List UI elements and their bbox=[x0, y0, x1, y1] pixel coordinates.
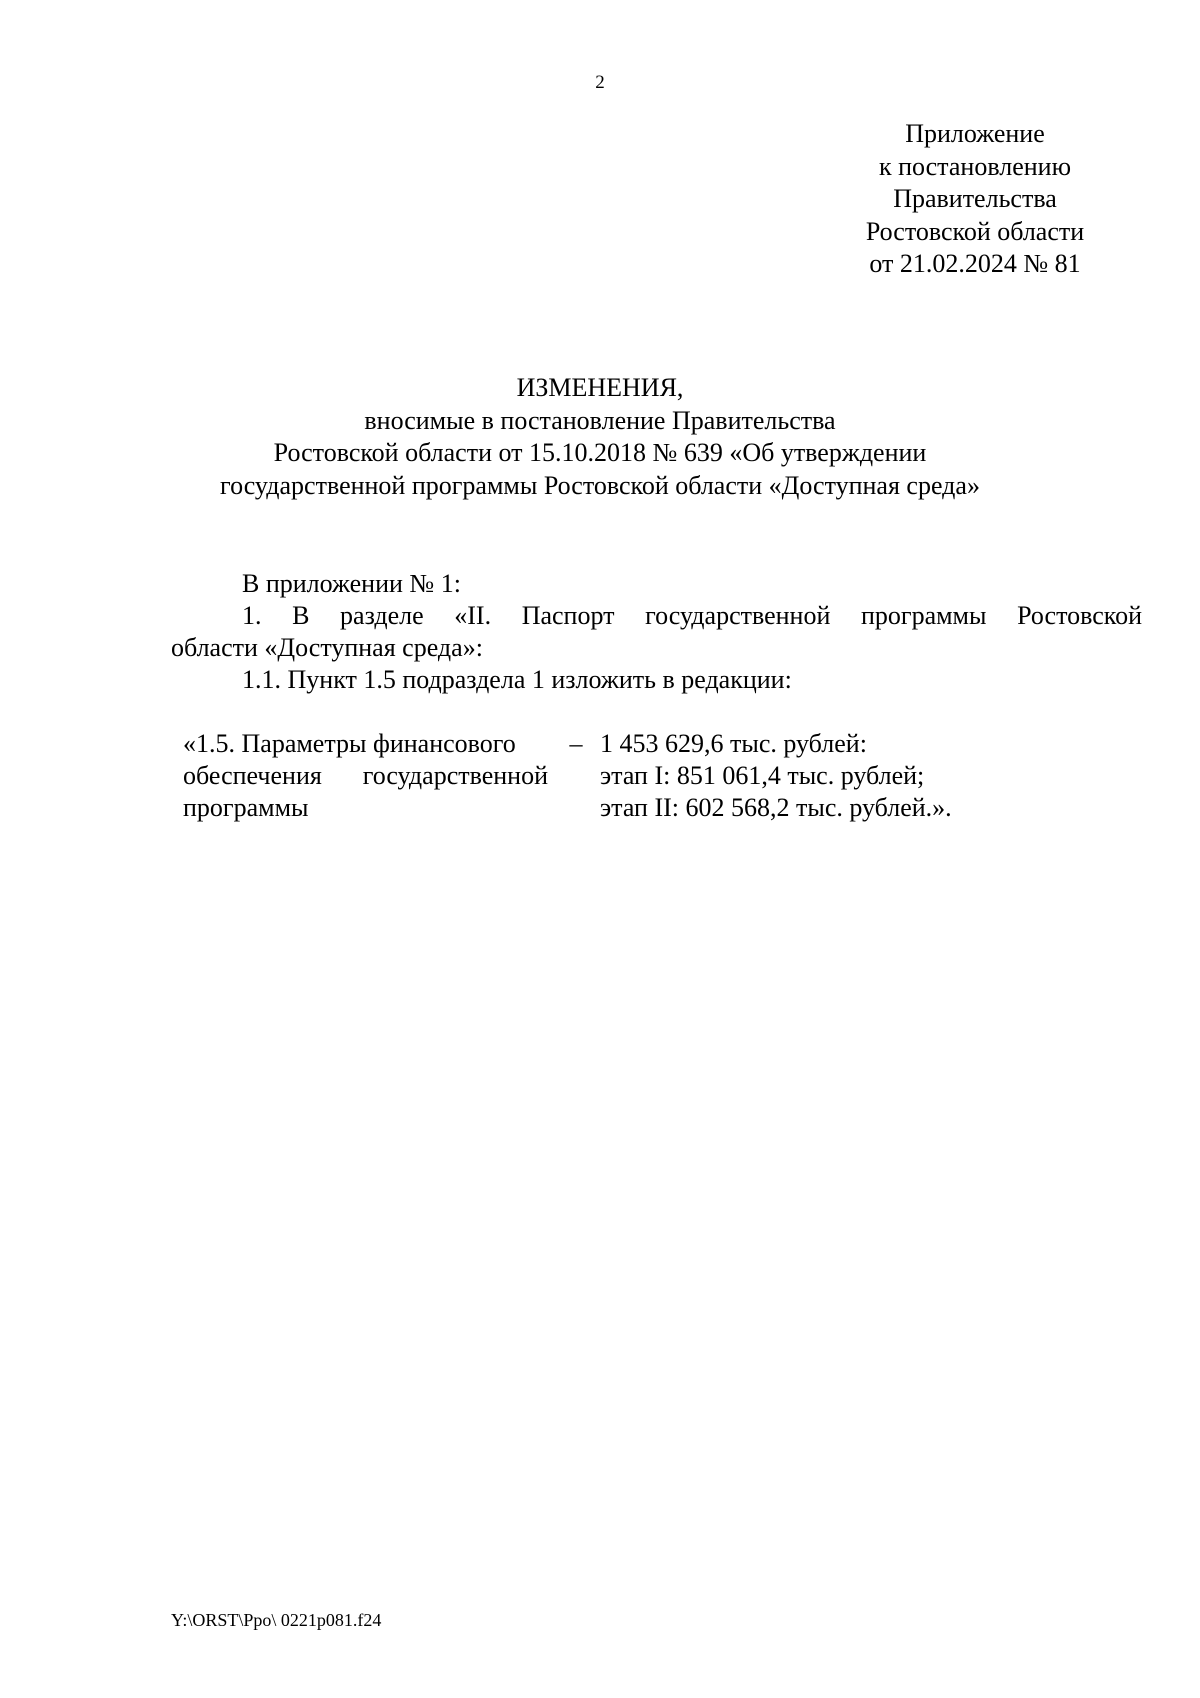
params-dash: – bbox=[569, 729, 583, 758]
appendix-line: Ростовской области bbox=[865, 216, 1085, 246]
body-item-1-1: 1.1. Пункт 1.5 подраздела 1 изложить в редакции: bbox=[242, 665, 792, 694]
appendix-line: Правительства bbox=[893, 184, 1057, 213]
document-heading bbox=[150, 372, 1050, 502]
page-number: 2 bbox=[595, 72, 605, 93]
params-label-line: программы bbox=[183, 793, 309, 822]
params-value-stage-2: этап II: 602 568,2 тыс. рублей.». bbox=[600, 793, 952, 822]
document-body bbox=[171, 568, 1142, 696]
heading-line: государственной программы Ростовской области «Доступная среда» bbox=[220, 470, 980, 500]
heading-line: вносимые в постановление Правительства bbox=[364, 405, 836, 435]
params-value-total: 1 453 629,6 тыс. рублей: bbox=[600, 729, 867, 758]
params-label bbox=[183, 728, 548, 824]
heading-line: Ростовской области от 15.10.2018 № 639 «Об утверждении bbox=[273, 438, 927, 467]
body-intro: В приложении № 1: bbox=[242, 569, 461, 598]
footer-file-path: Y:\ORST\Ppo\ 0221p081.f24 bbox=[171, 1610, 382, 1630]
params-value-stage-1: этап I: 851 061,4 тыс. рублей; bbox=[600, 761, 925, 790]
body-item-1-line-1: 1. В разделе «II. Паспорт государственной программы Ростовской bbox=[242, 601, 1142, 630]
params-values bbox=[600, 728, 1060, 824]
appendix-line: к постановлению bbox=[878, 151, 1072, 181]
appendix-line: от 21.02.2024 № 81 bbox=[869, 249, 1081, 278]
appendix-block bbox=[830, 118, 1120, 281]
appendix-line: Приложение bbox=[905, 119, 1045, 148]
params-label-line: «1.5. Параметры финансового bbox=[183, 729, 516, 758]
heading-title: ИЗМЕНЕНИЯ, bbox=[516, 373, 684, 402]
params-label-line: обеспечения государственной bbox=[183, 761, 548, 790]
body-item-1-line-2: области «Доступная среда»: bbox=[171, 633, 483, 662]
